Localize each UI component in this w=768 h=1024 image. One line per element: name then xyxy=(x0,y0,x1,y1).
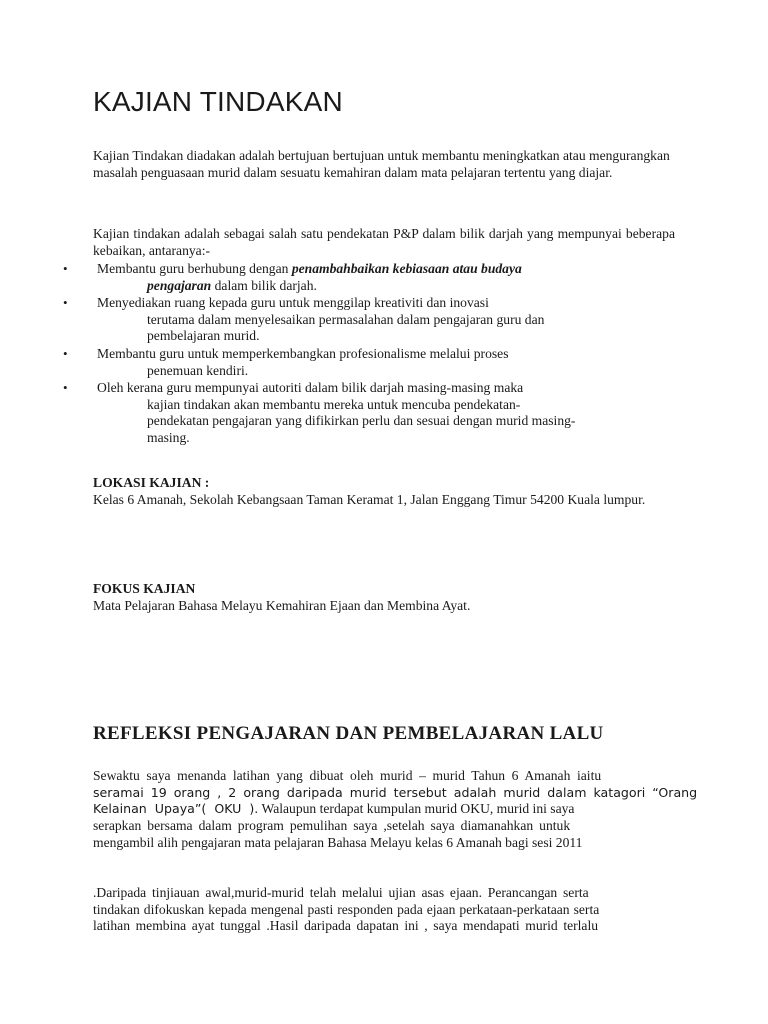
list-item xyxy=(0,380,768,448)
paragraph-line: Sewaktu saya menanda latihan yang dibuat oleh murid – murid Tahun 6 Amanah iaitu xyxy=(93,768,602,783)
intro-paragraph: Kajian Tindakan diadakan adalah bertujuan bertujuan untuk membantu meningkatkan atau mengurangkan masalah penguasaan murid dalam sesuatu kemahiran dalam mata pelajaran tertentu yang diajar. xyxy=(93,148,670,180)
bullet-icon: • xyxy=(63,346,68,361)
list-item xyxy=(0,346,768,380)
list-item-line: Membantu guru berhubung dengan penambahbaikan kebiasaan atau budaya xyxy=(97,261,522,276)
fokus-text: Mata Pelajaran Bahasa Melayu Kemahiran Ejaan dan Membina Ayat. xyxy=(93,598,471,613)
advantages-intro: Kajian tindakan adalah sebagai salah satu pendekatan P&P dalam bilik darjah yang mempunyai beberapa kebaikan, antaranya:- xyxy=(93,226,675,258)
list-item-line: pengajaran dalam bilik darjah. xyxy=(147,277,317,293)
paragraph-line: latihan membina ayat tunggal .Hasil daripada dapatan ini , saya mendapati murid terlalu xyxy=(93,918,599,934)
list-item xyxy=(0,261,768,295)
refleksi-heading: REFLEKSI PENGAJARAN DAN PEMBELAJARAN LALU xyxy=(93,723,604,744)
list-item-line: pendekatan pengajaran yang difikirkan perlu dan sesuai dengan murid masing- xyxy=(147,413,576,429)
paragraph-line: .Daripada tinjiauan awal,murid-murid telah melalui ujian asas ejaan. Perancangan serta xyxy=(93,885,589,900)
lokasi-text: Kelas 6 Amanah, Sekolah Kebangsaan Taman Keramat 1, Jalan Enggang Timur 54200 Kuala lumpur. xyxy=(93,492,646,507)
paragraph-line: tindakan difokuskan kepada mengenal pasti responden pada ejaan perkataan-perkataan serta xyxy=(93,901,600,917)
paragraph-line: mengambil alih pengajaran mata pelajaran Bahasa Melayu kelas 6 Amanah bagi sesi 2011 xyxy=(93,834,583,850)
bullet-icon: • xyxy=(63,261,68,276)
bullet-icon: • xyxy=(63,380,68,395)
advantages-list xyxy=(0,261,768,448)
refleksi-paragraph-1 xyxy=(93,768,698,852)
list-item-line: penemuan kendiri. xyxy=(147,362,249,378)
list-item-line: Membantu guru untuk memperkembangkan profesionalisme melalui proses xyxy=(97,346,509,361)
paragraph-line: seramai 19 orang , 2 orang daripada murid tersebut adalah murid dalam katagori “Orang xyxy=(93,784,698,800)
list-item-line: pembelajaran murid. xyxy=(147,328,260,344)
page-title: KAJIAN TINDAKAN xyxy=(93,86,343,117)
list-item-line: terutama dalam menyelesaikan permasalahan dalam pengajaran guru dan xyxy=(147,311,545,327)
fokus-heading: FOKUS KAJIAN xyxy=(93,581,196,596)
list-item-line: masing. xyxy=(147,430,190,446)
list-item-line: kajian tindakan akan membantu mereka untuk mencuba pendekatan- xyxy=(147,396,521,412)
refleksi-paragraph-2 xyxy=(93,885,675,935)
bullet-icon: • xyxy=(63,295,68,310)
paragraph-line: serapkan bersama dalam program pemulihan saya ,setelah saya diamanahkan untuk xyxy=(93,818,571,834)
list-item-line: Menyediakan ruang kepada guru untuk menggilap kreativiti dan inovasi xyxy=(97,295,489,310)
paragraph-line: Kelainan Upaya”( OKU ). Walaupun terdapat kumpulan murid OKU, murid ini saya xyxy=(93,801,575,817)
list-item xyxy=(0,295,768,346)
list-item-line: Oleh kerana guru mempunyai autoriti dalam bilik darjah masing-masing maka xyxy=(97,380,524,395)
lokasi-heading: LOKASI KAJIAN : xyxy=(93,475,210,490)
